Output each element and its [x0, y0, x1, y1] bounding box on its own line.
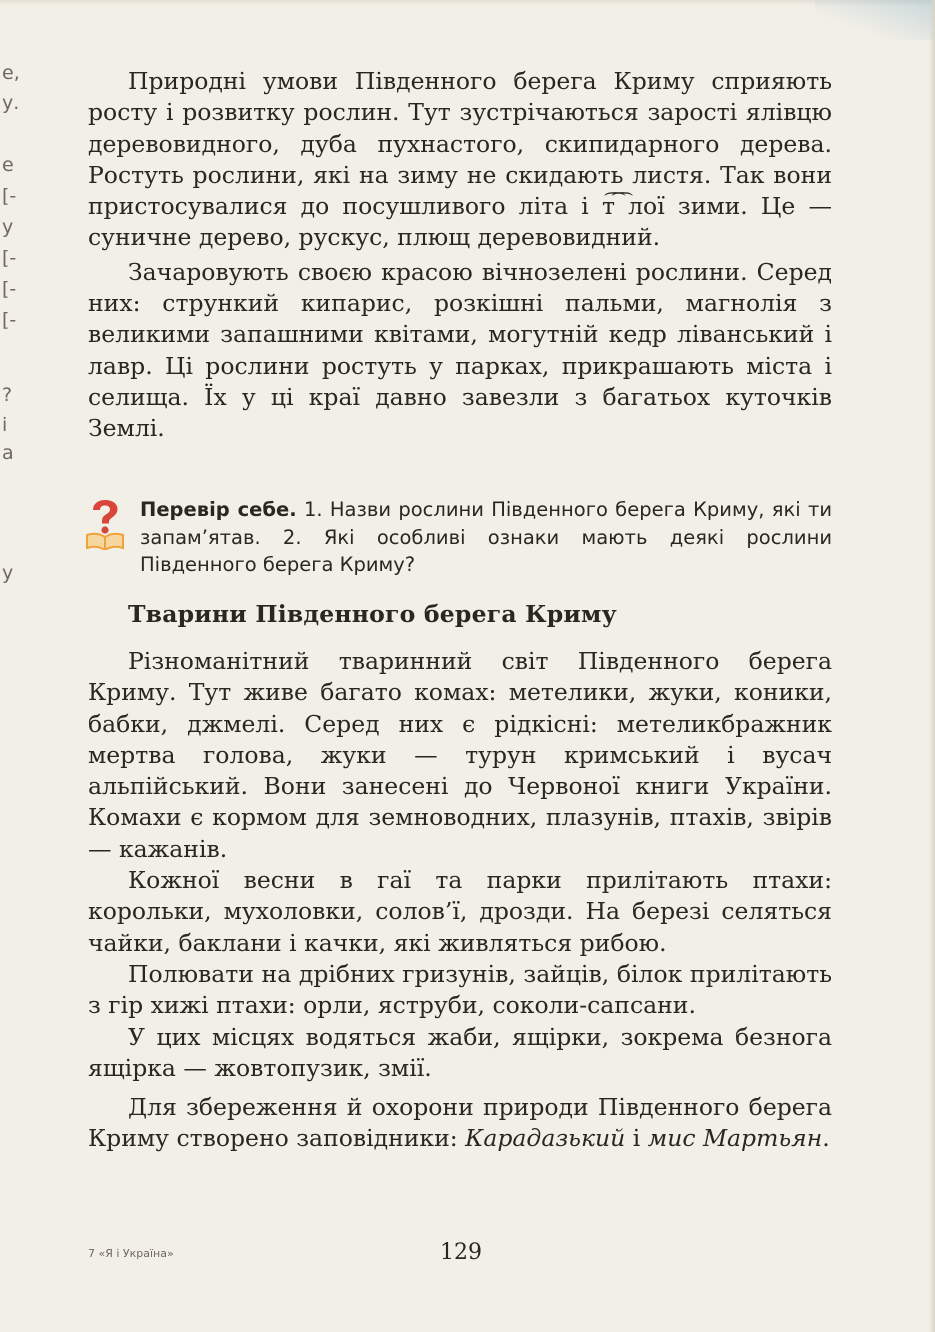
reserves-connector: і [625, 1124, 648, 1153]
paragraph-predator-birds: Полювати на дрібних гризунів, зайців, білок прилітають з гір хижі птахи: орли, яструби, соколи-сапсани. [88, 959, 832, 1020]
page-number: 129 [440, 1240, 482, 1265]
paragraph-reserves [88, 1092, 832, 1155]
margin-fragment: у [2, 562, 14, 584]
reserves-text: Для збереження й охорони природи Південного берега Криму створено заповідники: [88, 1093, 832, 1153]
margin-fragment: а [2, 442, 14, 464]
section-title: Тварини Південного берега Криму [128, 600, 617, 628]
self-check-text [140, 496, 832, 579]
page-right-edge [929, 0, 935, 1332]
self-check-label: Перевір себе. [140, 498, 297, 521]
paragraph-reptiles: У цих місцях водяться жаби, ящірки, зокрема безнога ящірка — жовтопузик, змії. [88, 1022, 832, 1082]
page-top-shadow [0, 0, 935, 6]
self-check-box [84, 496, 834, 580]
margin-fragment: [- [2, 247, 17, 269]
margin-fragment: [- [2, 278, 17, 300]
margin-fragment: e, [2, 62, 20, 84]
margin-fragment: у [2, 216, 14, 238]
margin-fragment: ? [2, 384, 13, 406]
paragraph-insects: Різноманітний тваринний світ Південного берега Криму. Тут живе багато комах: метелики, жуки, коники, бабки, джмелі. Серед них є рідкісні: метеликбражник мертва голова, жуки — турун кримський і вусач альпійський. Вони занесені до Червоної книги України. Комахи є кормом для земноводних, плазунів, птахів, звірів — кажанів. [88, 647, 832, 863]
margin-fragment: і [2, 414, 8, 436]
animals-text-block [88, 646, 832, 1155]
plants-text-block [88, 66, 832, 445]
margin-fragment: у. [2, 92, 20, 114]
margin-fragment: [- [2, 185, 17, 207]
page-corner-tint [815, 0, 935, 40]
reserve-cape-martyan: мис Мартьян [647, 1124, 823, 1153]
paragraph-birds: Кожної весни в гаї та парки прилітають птахи: корольки, мухоловки, солов’ї, дрозди. На березі селяться чайки, баклани і качки, які живляться рибою. [88, 866, 832, 957]
margin-fragment: [- [2, 309, 17, 331]
footer-book-note: 7 «Я і Україна» [88, 1247, 174, 1260]
reserves-end: . [822, 1124, 830, 1153]
question-book-icon [84, 498, 126, 550]
paragraph-plants-conditions: Природні умови Південного берега Криму сприяють росту і розвитку рослин. Тут зустрічаються зарості ялівцю деревовидного, дуба пухнастого, скипидарного дерева. Ростуть рослини, які на зиму не скидають листя. Так вони пристосувалися до посушливого літа і т͡ ͡лої зими. Це — суничне дерево, рускус, плющ деревовидний. [88, 67, 832, 252]
reserve-karadag: Карадазький [465, 1124, 626, 1153]
paragraph-evergreen-plants: Зачаровують своєю красою вічнозелені рослини. Серед них: стрункий кипарис, розкішні пальми, магнолія з великими запашними квітами, могутній кедр ліванський і лавр. Ці рослини ростуть у парках, прикрашають міста і селища. Їх у ці краї давно завезли з багатьох куточків Землі. [88, 257, 832, 443]
self-check-questions: 1. Назви рослини Південного берега Криму, які ти запам’ятав. 2. Які особливі ознаки мають деякі рослини Південного берега Криму? [140, 498, 832, 576]
margin-fragment: e [2, 154, 14, 176]
